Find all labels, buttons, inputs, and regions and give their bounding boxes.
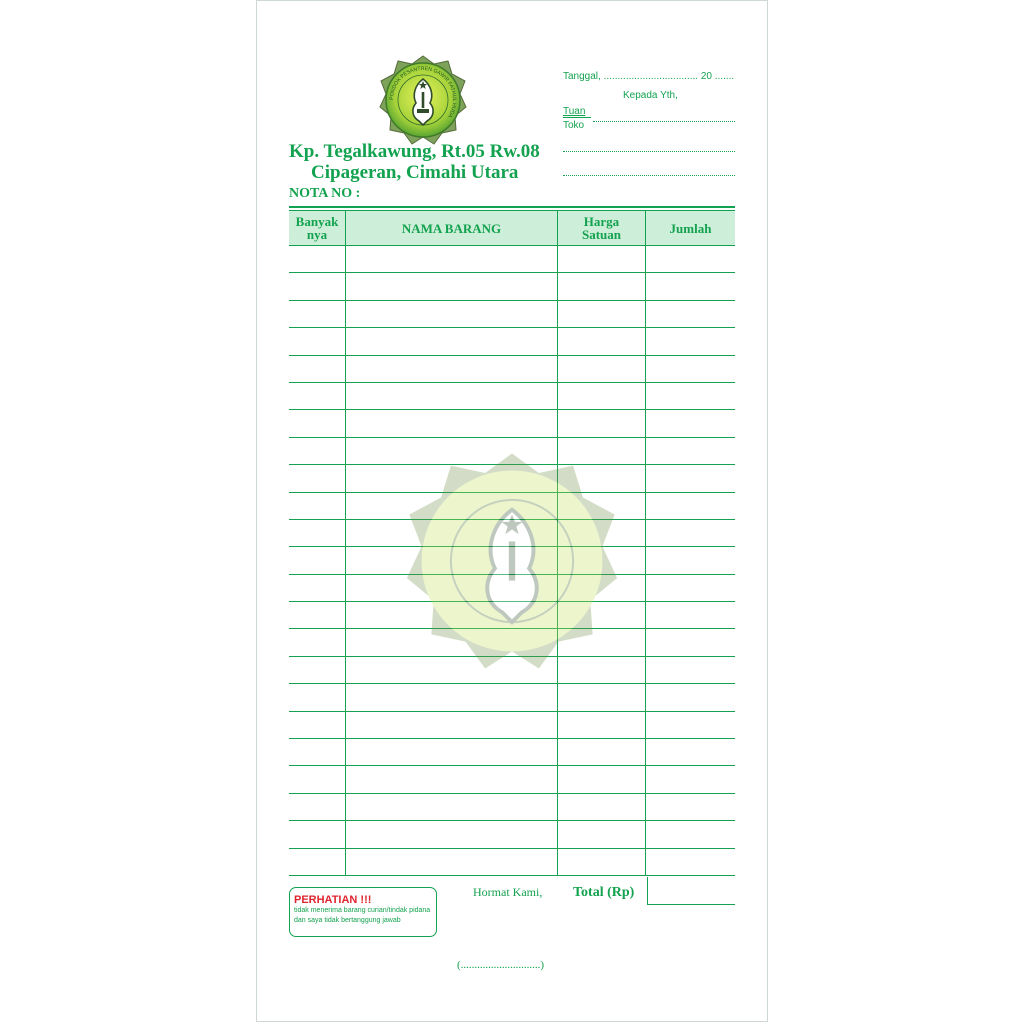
qty-cell[interactable] [289, 547, 346, 573]
table-row [289, 356, 735, 383]
amount-cell[interactable] [646, 356, 735, 382]
amount-cell[interactable] [646, 575, 735, 601]
table-row [289, 465, 735, 492]
price-cell[interactable] [558, 410, 646, 436]
table-row [289, 520, 735, 547]
name-cell[interactable] [346, 821, 558, 847]
qty-cell[interactable] [289, 739, 346, 765]
qty-cell[interactable] [289, 575, 346, 601]
price-cell[interactable] [558, 629, 646, 655]
price-cell[interactable] [558, 575, 646, 601]
name-cell[interactable] [346, 465, 558, 491]
date-line[interactable]: Tanggal, .................................. 20 ....... [563, 71, 735, 82]
price-cell[interactable] [558, 657, 646, 683]
price-cell[interactable] [558, 301, 646, 327]
attention-text-2: dan saya tidak bertanggung jawab [294, 917, 401, 924]
qty-cell[interactable] [289, 246, 346, 272]
table-row [289, 547, 735, 574]
name-cell[interactable] [346, 438, 558, 464]
name-cell[interactable] [346, 712, 558, 738]
qty-cell[interactable] [289, 766, 346, 792]
amount-cell[interactable] [646, 328, 735, 354]
amount-cell[interactable] [646, 684, 735, 710]
name-cell[interactable] [346, 575, 558, 601]
name-cell[interactable] [346, 383, 558, 409]
total-label: Total (Rp) [573, 885, 635, 900]
amount-cell[interactable] [646, 657, 735, 683]
name-cell[interactable] [346, 328, 558, 354]
address-field-1[interactable] [563, 141, 735, 152]
name-cell[interactable] [346, 547, 558, 573]
qty-cell[interactable] [289, 493, 346, 519]
header-rule-top [289, 206, 735, 208]
price-cell[interactable] [558, 520, 646, 546]
qty-cell[interactable] [289, 465, 346, 491]
address-line-1: Kp. Tegalkawung, Rt.05 Rw.08 [289, 141, 540, 162]
table-header [289, 211, 735, 246]
table-row [289, 493, 735, 520]
amount-cell[interactable] [646, 410, 735, 436]
qty-cell[interactable] [289, 301, 346, 327]
table-row [289, 383, 735, 410]
amount-cell[interactable] [646, 465, 735, 491]
items-table [289, 211, 735, 876]
table-row [289, 575, 735, 602]
name-cell[interactable] [346, 410, 558, 436]
name-cell[interactable] [346, 766, 558, 792]
name-cell[interactable] [346, 849, 558, 875]
table-row [289, 766, 735, 793]
price-cell[interactable] [558, 273, 646, 299]
price-cell[interactable] [558, 712, 646, 738]
table-row [289, 273, 735, 300]
qty-cell[interactable] [289, 821, 346, 847]
table-row [289, 821, 735, 848]
price-cell[interactable] [558, 794, 646, 820]
name-cell[interactable] [346, 739, 558, 765]
invoice-sheet [256, 0, 768, 1022]
name-cell[interactable] [346, 684, 558, 710]
attention-title: PERHATIAN !!! [294, 894, 372, 906]
qty-cell[interactable] [289, 602, 346, 628]
table-row [289, 328, 735, 355]
signature-line[interactable]: (.............................) [457, 959, 545, 971]
kepada-label: Kepada Yth, [623, 90, 678, 101]
price-cell[interactable] [558, 383, 646, 409]
table-row [289, 629, 735, 656]
price-cell[interactable] [558, 821, 646, 847]
name-cell[interactable] [346, 629, 558, 655]
name-cell[interactable] [346, 246, 558, 272]
name-cell[interactable] [346, 520, 558, 546]
price-cell[interactable] [558, 438, 646, 464]
name-cell[interactable] [346, 602, 558, 628]
amount-cell[interactable] [646, 712, 735, 738]
col-price-header: Harga Satuan [558, 211, 646, 245]
price-cell[interactable] [558, 547, 646, 573]
table-row [289, 849, 735, 876]
qty-cell[interactable] [289, 273, 346, 299]
table-row [289, 684, 735, 711]
price-cell[interactable] [558, 739, 646, 765]
price-cell[interactable] [558, 356, 646, 382]
price-cell[interactable] [558, 246, 646, 272]
price-cell[interactable] [558, 493, 646, 519]
price-cell[interactable] [558, 849, 646, 875]
amount-cell[interactable] [646, 821, 735, 847]
name-cell[interactable] [346, 493, 558, 519]
pesantren-logo [378, 55, 468, 145]
table-row [289, 410, 735, 437]
total-amount-field[interactable] [647, 877, 735, 905]
table-row [289, 602, 735, 629]
amount-cell[interactable] [646, 493, 735, 519]
year-prefix: 20 [700, 71, 712, 82]
amount-cell[interactable] [646, 766, 735, 792]
table-row [289, 739, 735, 766]
qty-cell[interactable] [289, 794, 346, 820]
amount-cell[interactable] [646, 520, 735, 546]
amount-cell[interactable] [646, 383, 735, 409]
table-row [289, 712, 735, 739]
amount-cell[interactable] [646, 438, 735, 464]
qty-cell[interactable] [289, 438, 346, 464]
date-label: Tanggal, [563, 71, 601, 82]
amount-cell[interactable] [646, 602, 735, 628]
address-line-2: Cipageran, Cimahi Utara [311, 162, 519, 183]
amount-cell[interactable] [646, 739, 735, 765]
amount-cell[interactable] [646, 547, 735, 573]
name-cell[interactable] [346, 657, 558, 683]
amount-cell[interactable] [646, 794, 735, 820]
amount-cell[interactable] [646, 246, 735, 272]
col-qty-header: Banyak nya [289, 211, 346, 245]
qty-cell[interactable] [289, 410, 346, 436]
toko-label: Toko [563, 120, 585, 131]
hormat-label: Hormat Kami, [473, 885, 543, 899]
price-cell[interactable] [558, 684, 646, 710]
qty-cell[interactable] [289, 629, 346, 655]
col-name-header: NAMA BARANG [346, 211, 558, 245]
table-row [289, 438, 735, 465]
qty-cell[interactable] [289, 684, 346, 710]
amount-cell[interactable] [646, 301, 735, 327]
name-cell[interactable] [346, 794, 558, 820]
tuan-label: Tuan [563, 106, 586, 117]
qty-cell[interactable] [289, 383, 346, 409]
tuan-toko-divider [563, 117, 591, 118]
nota-number-label: NOTA NO : [289, 186, 361, 201]
amount-cell[interactable] [646, 273, 735, 299]
qty-cell[interactable] [289, 712, 346, 738]
name-cell[interactable] [346, 301, 558, 327]
qty-cell[interactable] [289, 849, 346, 875]
col-total-header: Jumlah [669, 220, 712, 236]
attention-box [289, 887, 437, 937]
qty-cell[interactable] [289, 520, 346, 546]
price-cell[interactable] [558, 602, 646, 628]
customer-name-field[interactable] [593, 111, 735, 122]
price-cell[interactable] [558, 465, 646, 491]
table-row [289, 246, 735, 273]
attention-text-1: tidak menerima barang curian/tindak pidana [294, 907, 431, 914]
amount-cell[interactable] [646, 629, 735, 655]
svg-text:PONDOK PESANTREN GAWIR FATHUL: PONDOK PESANTREN GAWIR FATHUL HUDA [388, 65, 458, 119]
price-cell[interactable] [558, 766, 646, 792]
address-field-2[interactable] [563, 165, 735, 176]
table-row [289, 657, 735, 684]
table-row [289, 301, 735, 328]
name-cell[interactable] [346, 273, 558, 299]
price-cell[interactable] [558, 328, 646, 354]
table-body [289, 246, 735, 876]
table-row [289, 794, 735, 821]
qty-cell[interactable] [289, 328, 346, 354]
name-cell[interactable] [346, 356, 558, 382]
amount-cell[interactable] [646, 849, 735, 875]
qty-cell[interactable] [289, 657, 346, 683]
qty-cell[interactable] [289, 356, 346, 382]
